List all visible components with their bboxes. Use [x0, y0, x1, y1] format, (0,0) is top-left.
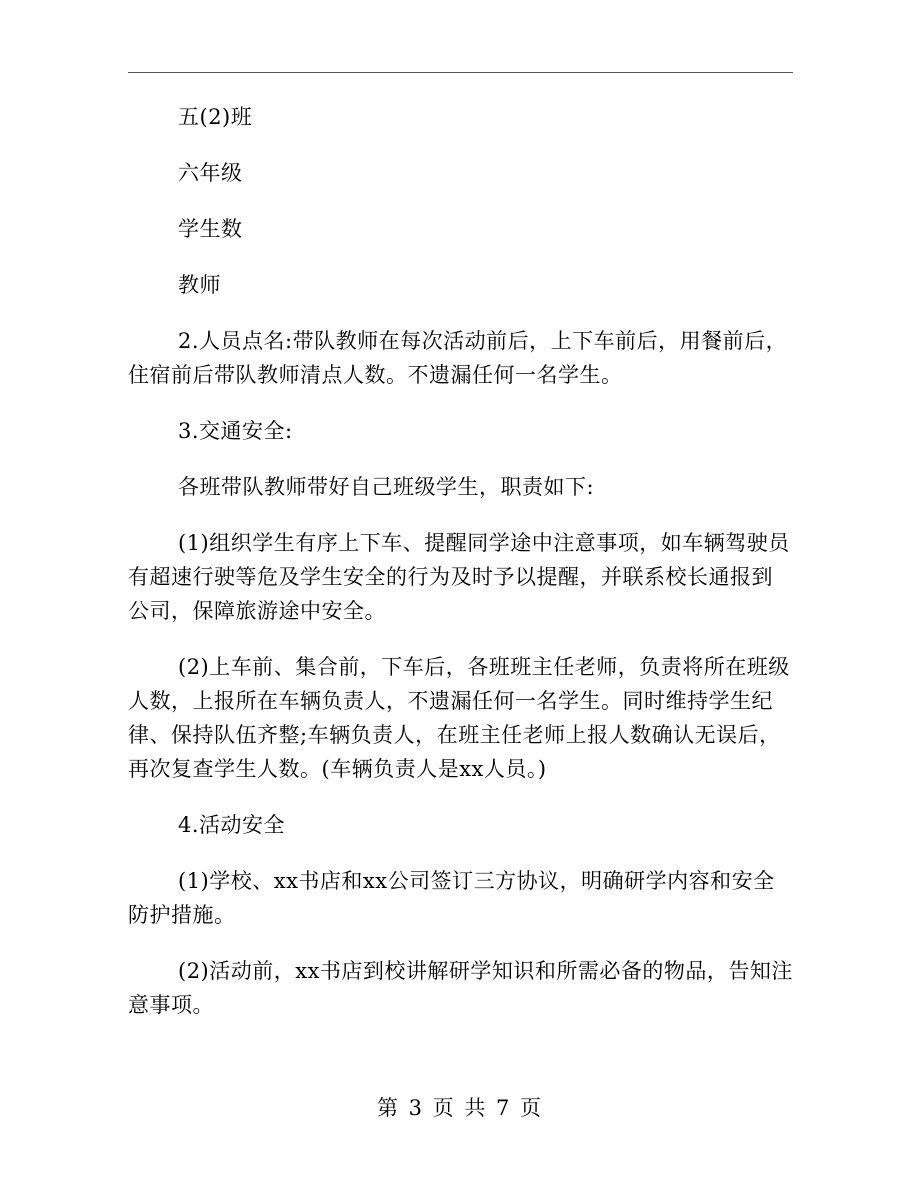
page-number-footer: 第 3 页 共 7 页 [376, 1096, 544, 1120]
paragraph-teacher-duties-intro: 各班带队教师带好自己班级学生，职责如下: [178, 475, 595, 499]
paragraph-traffic-duty-2: (2)上车前、集合前，下车后，各班班主任老师，负责将所在班级人数，上报所在车辆负责人，不遗漏任何一名学生。同时维持学生纪律、保持队伍齐整;车辆负责人，在班主任老师上报人数确认无误后，再次复查学生人数。(车辆负责人是xx人员。) [128, 655, 790, 781]
paragraph-traffic-duty-1: (1)组织学生有序上下车、提醒同学途中注意事项，如车辆驾驶员有超速行驶等危及学生安全的行为及时予以提醒，并联系校长通报到公司，保障旅游途中安全。 [128, 531, 790, 623]
paragraph-teacher-label: 教师 [178, 273, 221, 297]
paragraph-class-label: 五(2)班 [178, 105, 253, 129]
paragraph-activity-item-1: (1)学校、xx书店和xx公司签订三方协议，明确研学内容和安全防护措施。 [128, 869, 775, 927]
paragraph-grade-label: 六年级 [178, 161, 243, 185]
section-heading-traffic-safety: 3.交通安全: [178, 419, 293, 443]
document-body [128, 100, 793, 1044]
header-rule [128, 72, 793, 73]
paragraph-activity-item-2: (2)活动前，xx书店到校讲解研学知识和所需必备的物品，告知注意事项。 [128, 959, 793, 1017]
paragraph-student-count-label: 学生数 [178, 217, 243, 241]
section-heading-activity-safety: 4.活动安全 [178, 813, 286, 837]
paragraph-roll-call: 2.人员点名:带队教师在每次活动前后，上下车前后，用餐前后，住宿前后带队教师清点人数。不遗漏任何一名学生。 [128, 329, 788, 387]
